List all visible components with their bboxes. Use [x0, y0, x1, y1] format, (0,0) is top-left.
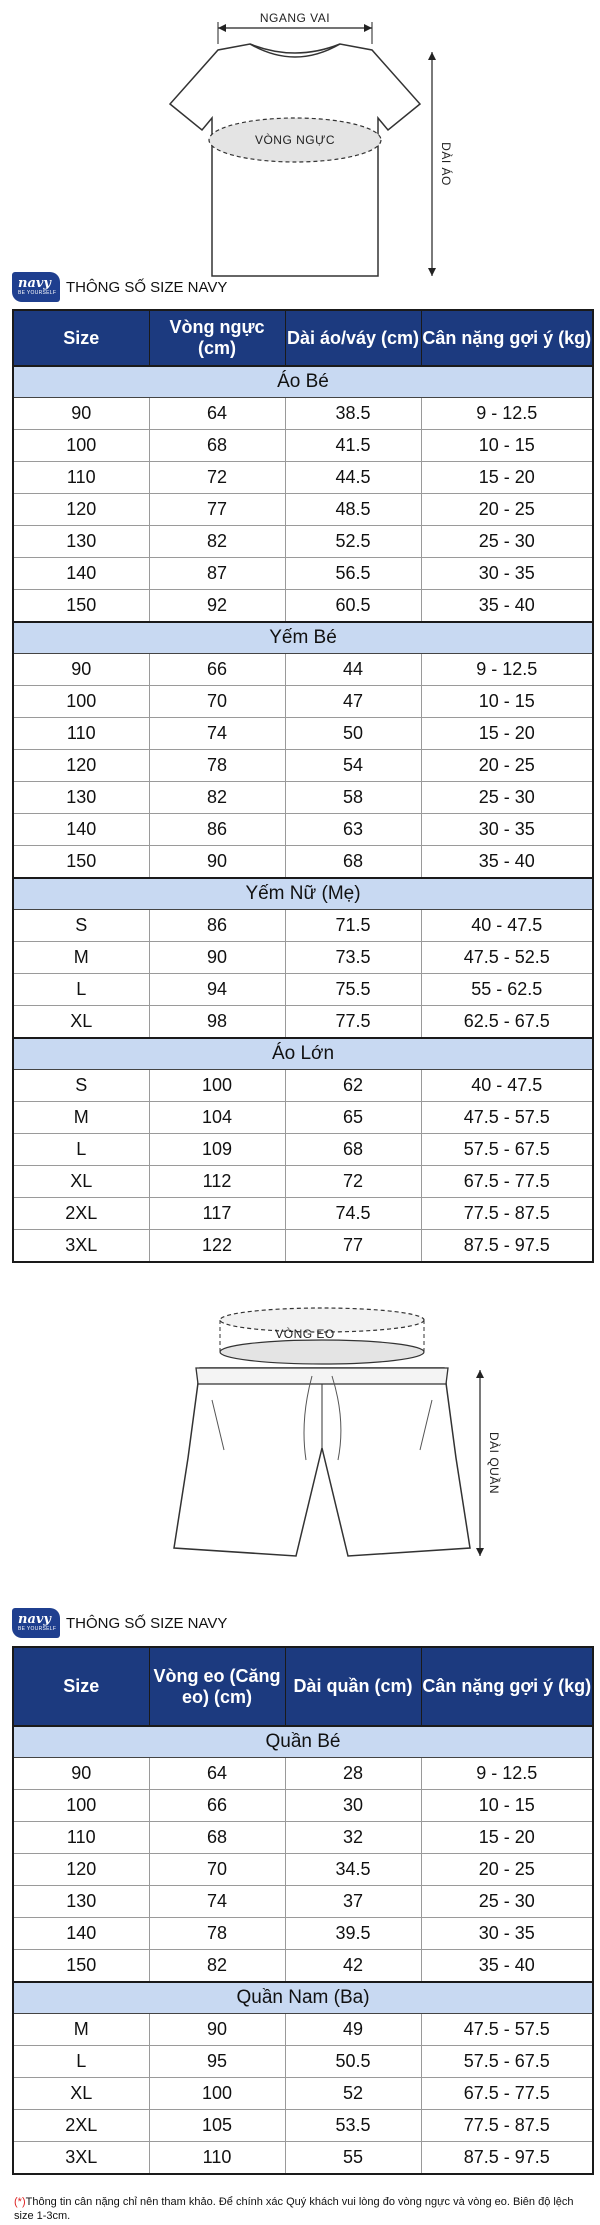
cell-length: 52	[285, 2078, 421, 2110]
cell-size: M	[13, 942, 149, 974]
cell-measure: 77	[149, 494, 285, 526]
cell-weight: 30 - 35	[421, 558, 593, 590]
table-row	[13, 1230, 593, 1263]
cell-measure: 66	[149, 654, 285, 686]
table-row	[13, 974, 593, 1006]
cell-measure: 94	[149, 974, 285, 1006]
cell-length: 72	[285, 1166, 421, 1198]
cell-weight: 10 - 15	[421, 430, 593, 462]
header-chest: Vòng ngực (cm)	[149, 310, 285, 366]
cell-length: 44	[285, 654, 421, 686]
top-size-table	[12, 309, 594, 1263]
cell-size: 110	[13, 462, 149, 494]
chest-label: VÒNG NGỰC	[254, 133, 336, 147]
footnote-text: Thông tin cân nặng chỉ nên tham khảo. Để chính xác Quý khách vui lòng đo vòng ngực và vòng eo. Biên độ lệch size 1-3cm.	[14, 2196, 574, 2222]
cell-measure: 82	[149, 526, 285, 558]
cell-weight: 40 - 47.5	[421, 910, 593, 942]
table-row	[13, 1006, 593, 1039]
cell-size: 150	[13, 846, 149, 879]
cell-size: 120	[13, 750, 149, 782]
cell-weight: 30 - 35	[421, 1918, 593, 1950]
shorts-illustration	[0, 1300, 600, 1620]
cell-measure: 82	[149, 782, 285, 814]
section-title: Yếm Nữ (Mẹ)	[13, 878, 593, 910]
cell-length: 52.5	[285, 526, 421, 558]
cell-measure: 78	[149, 750, 285, 782]
cell-length: 30	[285, 1790, 421, 1822]
section-row	[13, 878, 593, 910]
pants-size-table	[12, 1646, 594, 2175]
section-row	[13, 1982, 593, 2014]
cell-size: 120	[13, 1854, 149, 1886]
shirt-length-label: DÀI ÁO	[439, 142, 453, 186]
cell-weight: 15 - 20	[421, 462, 593, 494]
cell-size: 130	[13, 782, 149, 814]
size-sheet-header-2	[12, 1608, 227, 1638]
cell-length: 47	[285, 686, 421, 718]
table-row	[13, 1102, 593, 1134]
table-row	[13, 910, 593, 942]
cell-weight: 35 - 40	[421, 590, 593, 623]
table-header-row	[13, 310, 593, 366]
cell-size: XL	[13, 1006, 149, 1039]
section-row	[13, 1038, 593, 1070]
cell-length: 53.5	[285, 2110, 421, 2142]
waist-label: VÒNG EO	[275, 1327, 335, 1341]
cell-measure: 109	[149, 1134, 285, 1166]
table-row	[13, 1758, 593, 1790]
section-title: Quần Bé	[13, 1726, 593, 1758]
cell-length: 42	[285, 1950, 421, 1983]
cell-length: 28	[285, 1758, 421, 1790]
table-row	[13, 526, 593, 558]
cell-length: 60.5	[285, 590, 421, 623]
cell-size: L	[13, 2046, 149, 2078]
header-size: Size	[13, 1647, 149, 1726]
cell-length: 55	[285, 2142, 421, 2175]
cell-measure: 104	[149, 1102, 285, 1134]
cell-size: L	[13, 974, 149, 1006]
cell-length: 68	[285, 846, 421, 879]
cell-weight: 9 - 12.5	[421, 654, 593, 686]
cell-length: 34.5	[285, 1854, 421, 1886]
navy-logo: navy BE YOURSELF	[12, 1608, 60, 1638]
shoulder-width-label: NGANG VAI	[259, 11, 331, 25]
size-sheet-title: THÔNG SỐ SIZE NAVY	[66, 278, 228, 296]
cell-weight: 67.5 - 77.5	[421, 2078, 593, 2110]
table-row	[13, 814, 593, 846]
cell-measure: 90	[149, 942, 285, 974]
table-row	[13, 590, 593, 623]
header-length: Dài quần (cm)	[285, 1647, 421, 1726]
navy-logo: navy BE YOURSELF	[12, 272, 60, 302]
cell-length: 65	[285, 1102, 421, 1134]
cell-length: 49	[285, 2014, 421, 2046]
cell-size: XL	[13, 1166, 149, 1198]
cell-weight: 47.5 - 57.5	[421, 2014, 593, 2046]
tshirt-illustration	[0, 0, 600, 285]
cell-measure: 78	[149, 1918, 285, 1950]
cell-length: 44.5	[285, 462, 421, 494]
cell-weight: 47.5 - 57.5	[421, 1102, 593, 1134]
header-weight: Cân nặng gợi ý (kg)	[421, 1647, 593, 1726]
cell-measure: 64	[149, 1758, 285, 1790]
cell-weight: 30 - 35	[421, 814, 593, 846]
table-header-row	[13, 1647, 593, 1726]
cell-size: 3XL	[13, 1230, 149, 1263]
table-row	[13, 1166, 593, 1198]
cell-weight: 35 - 40	[421, 846, 593, 879]
cell-weight: 15 - 20	[421, 1822, 593, 1854]
cell-size: 140	[13, 814, 149, 846]
cell-measure: 92	[149, 590, 285, 623]
cell-measure: 70	[149, 1854, 285, 1886]
cell-size: 2XL	[13, 2110, 149, 2142]
cell-weight: 77.5 - 87.5	[421, 1198, 593, 1230]
table-row	[13, 1822, 593, 1854]
cell-weight: 57.5 - 67.5	[421, 2046, 593, 2078]
shorts-length-label: DÀI QUẦN	[487, 1431, 501, 1495]
cell-size: 90	[13, 398, 149, 430]
table-row	[13, 782, 593, 814]
cell-length: 37	[285, 1886, 421, 1918]
table-row	[13, 1198, 593, 1230]
cell-length: 54	[285, 750, 421, 782]
cell-measure: 105	[149, 2110, 285, 2142]
cell-weight: 10 - 15	[421, 1790, 593, 1822]
cell-measure: 70	[149, 686, 285, 718]
table-row	[13, 2142, 593, 2175]
shorts-measurement-figure	[0, 1300, 600, 1620]
section-row	[13, 1726, 593, 1758]
cell-length: 50.5	[285, 2046, 421, 2078]
tshirt-measurement-figure	[0, 0, 600, 285]
table-row	[13, 750, 593, 782]
size-sheet-header-1	[12, 272, 227, 302]
cell-weight: 62.5 - 67.5	[421, 1006, 593, 1039]
table-row	[13, 846, 593, 879]
cell-size: 110	[13, 1822, 149, 1854]
cell-size: 130	[13, 526, 149, 558]
table-row	[13, 462, 593, 494]
header-size: Size	[13, 310, 149, 366]
cell-measure: 95	[149, 2046, 285, 2078]
table-row	[13, 1790, 593, 1822]
cell-size: 90	[13, 654, 149, 686]
cell-measure: 98	[149, 1006, 285, 1039]
cell-measure: 90	[149, 846, 285, 879]
cell-size: 90	[13, 1758, 149, 1790]
cell-measure: 72	[149, 462, 285, 494]
cell-weight: 15 - 20	[421, 718, 593, 750]
table-row	[13, 1070, 593, 1102]
cell-size: 100	[13, 430, 149, 462]
cell-measure: 82	[149, 1950, 285, 1983]
cell-size: 110	[13, 718, 149, 750]
cell-weight: 25 - 30	[421, 782, 593, 814]
cell-length: 56.5	[285, 558, 421, 590]
cell-weight: 40 - 47.5	[421, 1070, 593, 1102]
cell-length: 74.5	[285, 1198, 421, 1230]
cell-size: S	[13, 910, 149, 942]
cell-size: 100	[13, 1790, 149, 1822]
table-row	[13, 718, 593, 750]
section-title: Áo Lớn	[13, 1038, 593, 1070]
cell-length: 39.5	[285, 1918, 421, 1950]
cell-length: 41.5	[285, 430, 421, 462]
cell-length: 71.5	[285, 910, 421, 942]
footnote	[14, 2195, 594, 2223]
table-row	[13, 1854, 593, 1886]
footnote-marker: (*)	[14, 2196, 26, 2208]
cell-size: 3XL	[13, 2142, 149, 2175]
cell-measure: 86	[149, 814, 285, 846]
table-row	[13, 2110, 593, 2142]
table-row	[13, 686, 593, 718]
table-row	[13, 1918, 593, 1950]
cell-length: 62	[285, 1070, 421, 1102]
cell-size: 130	[13, 1886, 149, 1918]
header-length: Dài áo/váy (cm)	[285, 310, 421, 366]
cell-measure: 90	[149, 2014, 285, 2046]
cell-measure: 112	[149, 1166, 285, 1198]
table-row	[13, 654, 593, 686]
cell-measure: 68	[149, 1822, 285, 1854]
cell-length: 58	[285, 782, 421, 814]
cell-length: 50	[285, 718, 421, 750]
cell-size: 100	[13, 686, 149, 718]
cell-measure: 66	[149, 1790, 285, 1822]
cell-weight: 77.5 - 87.5	[421, 2110, 593, 2142]
cell-weight: 9 - 12.5	[421, 398, 593, 430]
cell-length: 73.5	[285, 942, 421, 974]
header-weight: Cân nặng gợi ý (kg)	[421, 310, 593, 366]
table-row	[13, 2014, 593, 2046]
cell-length: 75.5	[285, 974, 421, 1006]
section-title: Yếm Bé	[13, 622, 593, 654]
cell-weight: 9 - 12.5	[421, 1758, 593, 1790]
cell-measure: 64	[149, 398, 285, 430]
cell-weight: 25 - 30	[421, 1886, 593, 1918]
cell-size: S	[13, 1070, 149, 1102]
cell-size: XL	[13, 2078, 149, 2110]
cell-size: 140	[13, 1918, 149, 1950]
table-row	[13, 942, 593, 974]
table-row	[13, 1886, 593, 1918]
cell-weight: 10 - 15	[421, 686, 593, 718]
cell-measure: 110	[149, 2142, 285, 2175]
cell-length: 38.5	[285, 398, 421, 430]
cell-weight: 57.5 - 67.5	[421, 1134, 593, 1166]
cell-weight: 20 - 25	[421, 750, 593, 782]
cell-length: 77	[285, 1230, 421, 1263]
section-row	[13, 622, 593, 654]
cell-length: 63	[285, 814, 421, 846]
table-row	[13, 430, 593, 462]
cell-length: 77.5	[285, 1006, 421, 1039]
cell-size: 140	[13, 558, 149, 590]
cell-size: M	[13, 1102, 149, 1134]
cell-measure: 68	[149, 430, 285, 462]
cell-measure: 117	[149, 1198, 285, 1230]
cell-weight: 20 - 25	[421, 1854, 593, 1886]
table-row	[13, 2078, 593, 2110]
header-waist: Vòng eo (Căng eo) (cm)	[149, 1647, 285, 1726]
cell-measure: 100	[149, 1070, 285, 1102]
cell-length: 48.5	[285, 494, 421, 526]
cell-weight: 87.5 - 97.5	[421, 1230, 593, 1263]
table-row	[13, 1134, 593, 1166]
cell-weight: 55 - 62.5	[421, 974, 593, 1006]
cell-length: 68	[285, 1134, 421, 1166]
cell-size: 150	[13, 1950, 149, 1983]
cell-weight: 87.5 - 97.5	[421, 2142, 593, 2175]
cell-size: L	[13, 1134, 149, 1166]
table-row	[13, 1950, 593, 1983]
cell-size: M	[13, 2014, 149, 2046]
section-title: Quần Nam (Ba)	[13, 1982, 593, 2014]
cell-weight: 67.5 - 77.5	[421, 1166, 593, 1198]
cell-weight: 47.5 - 52.5	[421, 942, 593, 974]
size-sheet-title: THÔNG SỐ SIZE NAVY	[66, 1614, 228, 1632]
cell-size: 2XL	[13, 1198, 149, 1230]
cell-measure: 74	[149, 1886, 285, 1918]
cell-size: 150	[13, 590, 149, 623]
section-row	[13, 366, 593, 398]
cell-weight: 35 - 40	[421, 1950, 593, 1983]
table-row	[13, 2046, 593, 2078]
cell-measure: 74	[149, 718, 285, 750]
cell-measure: 86	[149, 910, 285, 942]
table-row	[13, 398, 593, 430]
cell-measure: 87	[149, 558, 285, 590]
table-row	[13, 558, 593, 590]
cell-size: 120	[13, 494, 149, 526]
table-row	[13, 494, 593, 526]
cell-length: 32	[285, 1822, 421, 1854]
cell-measure: 100	[149, 2078, 285, 2110]
cell-weight: 20 - 25	[421, 494, 593, 526]
cell-measure: 122	[149, 1230, 285, 1263]
section-title: Áo Bé	[13, 366, 593, 398]
cell-weight: 25 - 30	[421, 526, 593, 558]
